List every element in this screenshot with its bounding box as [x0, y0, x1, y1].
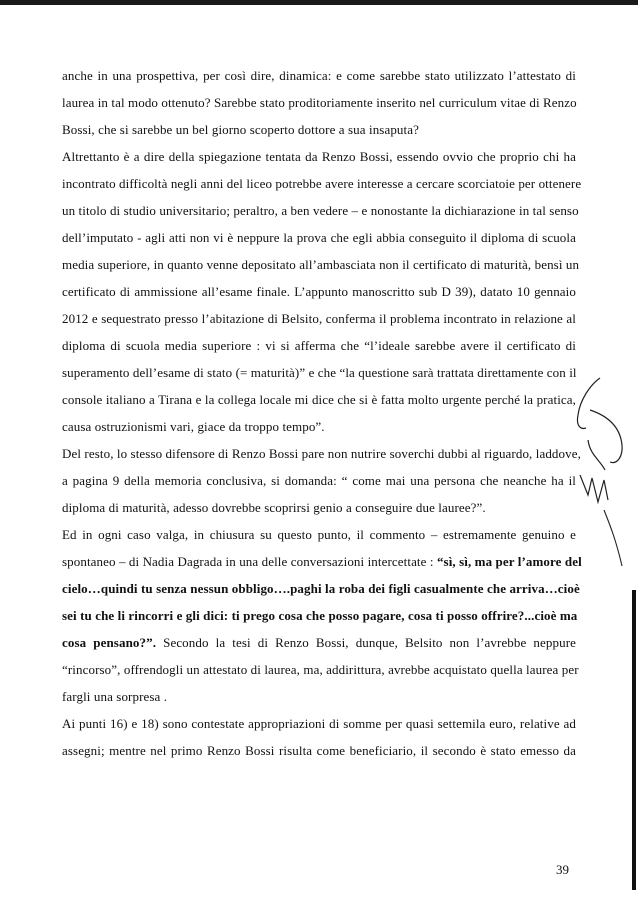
text-segment: Secondo la tesi di Renzo Bossi, dunque, Belsito non l’avrebbe neppure — [156, 635, 577, 650]
page-number: 39 — [556, 862, 569, 877]
text-line: superamento dell’esame di stato (= maturità)” e che “la questione sarà trattata direttamente con il — [62, 365, 577, 380]
text-line: fargli una sorpresa . — [62, 689, 168, 704]
text-line: 2012 e sequestrato presso l’abitazione di Belsito, conferma il problema incontrato in relazione al — [62, 311, 576, 326]
text-segment: spontaneo – di Nadia Dagrada in una delle conversazioni intercettate : — [62, 554, 437, 569]
text-line: causa ostruzionismi vari, giace da troppo tempo”. — [62, 419, 325, 434]
text-line: “rincorso”, offrendogli un attestato di laurea, ma, addirittura, avrebbe acquistato quella laurea per — [62, 662, 579, 677]
text-line: diploma di scuola media superiore : vi si afferma che “l’ideale sarebbe avere il certificato di — [62, 338, 576, 353]
text-line: Ed in ogni caso valga, in chiusura su questo punto, il commento – estremamente genuino e — [62, 527, 576, 542]
text-line-mixed — [62, 629, 576, 656]
text-line: Bossi, che si sarebbe un bel giorno scoperto dottore a sua insaputa? — [62, 122, 419, 137]
quote-line: cielo…quindi tu senza nessun obbligo….paghi la roba dei figli casualmente che arriva…cioè — [62, 581, 580, 596]
quote-line: sei tu che li rincorri e gli dici: ti prego cosa che posso pagare, cosa ti posso offrire?...cioè ma — [62, 608, 578, 623]
document-body — [62, 62, 582, 764]
text-line: a pagina 9 della memoria conclusiva, si domanda: “ come mai una persona che neanche ha il — [62, 473, 576, 488]
handwritten-signature — [560, 370, 630, 570]
text-line: Del resto, lo stesso difensore di Renzo Bossi pare non nutrire soverchi dubbi al riguardo, laddove, — [62, 446, 581, 461]
text-line: media superiore, in quanto venne depositato all’ambasciata non il certificato di maturità, bensì un — [62, 257, 580, 272]
text-line: Altrettanto è a dire della spiegazione tentata da Renzo Bossi, essendo ovvio che proprio chi ha — [62, 149, 576, 164]
text-line: Ai punti 16) e 18) sono contestate appropriazioni di somme per quasi settemila euro, relative ad — [62, 716, 576, 731]
text-line: console italiano a Tirana e la collega locale mi dice che si è fatta molto urgente perché la pratica, — [62, 392, 576, 407]
quote-segment: cosa pensano?”. — [62, 635, 157, 650]
text-line: un titolo di studio universitario; peraltro, a ben vedere – e nonostante la dichiarazione in tal senso — [62, 203, 579, 218]
text-line: diploma di maturità, adesso dovrebbe scoprirsi genio a conseguire due lauree?”. — [62, 500, 486, 515]
quote-segment: “sì, sì, ma per l’amore del — [436, 554, 582, 569]
text-line: incontrato difficoltà negli anni del liceo potrebbe avere interesse a cercare scorciatoie per ottenere — [62, 176, 582, 191]
text-line: certificato di ammissione all’esame finale. L’appunto manoscritto sub D 39), datato 10 gennaio — [62, 284, 576, 299]
text-line: laurea in tal modo ottenuto? Sarebbe stato proditoriamente inserito nel curriculum vitae di Renzo — [62, 95, 577, 110]
top-border-rule — [0, 0, 638, 5]
text-line: dell’imputato - agli atti non vi è neppure la prova che egli abbia conseguito il diploma di scuola — [62, 230, 576, 245]
text-line: anche in una prospettiva, per così dire, dinamica: e come sarebbe stato utilizzato l’attestato di — [62, 68, 576, 83]
scan-edge-bar — [632, 590, 636, 890]
text-line-mixed — [62, 548, 582, 575]
text-line: assegni; mentre nel primo Renzo Bossi risulta come beneficiario, il secondo è stato emesso da — [62, 743, 576, 758]
